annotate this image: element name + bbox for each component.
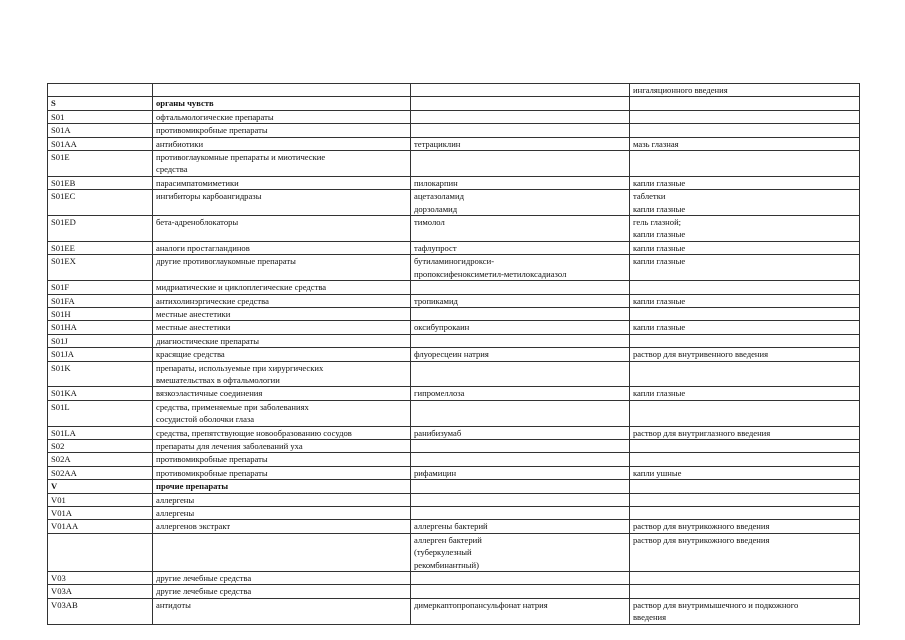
cell-drug	[411, 124, 630, 137]
cell-code: S01A	[48, 124, 153, 137]
table-row	[48, 216, 860, 242]
cell-group: препараты, используемые при хирургических вмешательствах в офтальмологии	[153, 361, 411, 387]
cell-drug: пилокарпин	[411, 176, 630, 189]
cell-drug: тафлупрост	[411, 241, 630, 254]
cell-drug: флуоресцеин натрия	[411, 348, 630, 361]
cell-code: S01E	[48, 151, 153, 177]
cell-form: капли глазные	[630, 294, 860, 307]
cell-group: мидриатические и циклоплегические средства	[153, 281, 411, 294]
cell-drug: гипромеллоза	[411, 387, 630, 400]
cell-form	[630, 572, 860, 585]
cell-code: S01ED	[48, 216, 153, 242]
drug-classification-table	[47, 83, 860, 625]
table-row	[48, 361, 860, 387]
cell-group: парасимпатомиметики	[153, 176, 411, 189]
cell-code: V03AB	[48, 598, 153, 624]
table-row	[48, 453, 860, 466]
table-row	[48, 124, 860, 137]
cell-group: другие противоглаукомные препараты	[153, 255, 411, 281]
cell-form	[630, 400, 860, 426]
table-row	[48, 520, 860, 533]
cell-code: V03	[48, 572, 153, 585]
cell-drug: аллергены бактерий	[411, 520, 630, 533]
cell-code: S01EB	[48, 176, 153, 189]
cell-group: противомикробные препараты	[153, 124, 411, 137]
table-row	[48, 348, 860, 361]
cell-drug	[411, 572, 630, 585]
cell-code: S01F	[48, 281, 153, 294]
cell-drug	[411, 480, 630, 493]
cell-code: S02AA	[48, 466, 153, 479]
cell-group: другие лечебные средства	[153, 572, 411, 585]
table-row	[48, 307, 860, 320]
cell-code: S01JA	[48, 348, 153, 361]
cell-drug: ацетазоламид дорзоламид	[411, 190, 630, 216]
cell-group: прочие препараты	[153, 480, 411, 493]
cell-drug	[411, 97, 630, 110]
cell-drug	[411, 493, 630, 506]
cell-code: S01EE	[48, 241, 153, 254]
cell-form	[630, 334, 860, 347]
cell-code: S01J	[48, 334, 153, 347]
cell-drug	[411, 453, 630, 466]
table-row	[48, 426, 860, 439]
cell-code: S01EC	[48, 190, 153, 216]
cell-group: противомикробные препараты	[153, 466, 411, 479]
table-row	[48, 507, 860, 520]
cell-form: ингаляционного введения	[630, 84, 860, 97]
cell-group: аналоги простагландинов	[153, 241, 411, 254]
cell-code: S01	[48, 110, 153, 123]
table-row	[48, 255, 860, 281]
cell-group: диагностические препараты	[153, 334, 411, 347]
cell-drug	[411, 400, 630, 426]
table-row	[48, 294, 860, 307]
cell-group: красящие средства	[153, 348, 411, 361]
cell-form: мазь глазная	[630, 137, 860, 150]
table-row	[48, 400, 860, 426]
cell-drug	[411, 151, 630, 177]
table-row	[48, 466, 860, 479]
cell-group	[153, 84, 411, 97]
cell-group: местные анестетики	[153, 307, 411, 320]
cell-group	[153, 533, 411, 571]
cell-code: V01A	[48, 507, 153, 520]
table-row	[48, 97, 860, 110]
cell-group: противомикробные препараты	[153, 453, 411, 466]
table-row	[48, 334, 860, 347]
cell-drug: тетрациклин	[411, 137, 630, 150]
cell-group: антихолинэргические средства	[153, 294, 411, 307]
cell-group: другие лечебные средства	[153, 585, 411, 598]
cell-form	[630, 507, 860, 520]
cell-code: V	[48, 480, 153, 493]
cell-form: капли глазные	[630, 387, 860, 400]
cell-group: вязкоэластичные соединения	[153, 387, 411, 400]
cell-code	[48, 84, 153, 97]
cell-code: S01HA	[48, 321, 153, 334]
cell-drug	[411, 307, 630, 320]
cell-drug	[411, 84, 630, 97]
table-row	[48, 176, 860, 189]
cell-form: раствор для внутримышечного и подкожного введения	[630, 598, 860, 624]
table-body	[48, 84, 860, 625]
cell-code: S01K	[48, 361, 153, 387]
cell-code: V03A	[48, 585, 153, 598]
cell-drug	[411, 585, 630, 598]
cell-code: S01EX	[48, 255, 153, 281]
cell-code: S01FA	[48, 294, 153, 307]
table-row	[48, 190, 860, 216]
cell-form	[630, 453, 860, 466]
cell-drug: бутиламиногидрокси- пропоксифеноксиметил-метилоксадиазол	[411, 255, 630, 281]
cell-form: капли глазные	[630, 321, 860, 334]
cell-code: S01KA	[48, 387, 153, 400]
table-row	[48, 151, 860, 177]
table-row	[48, 110, 860, 123]
cell-form	[630, 110, 860, 123]
table-row	[48, 598, 860, 624]
cell-code: V01AA	[48, 520, 153, 533]
cell-group: препараты для лечения заболеваний уха	[153, 439, 411, 452]
cell-group: органы чувств	[153, 97, 411, 110]
cell-code: S02	[48, 439, 153, 452]
cell-drug	[411, 361, 630, 387]
cell-form: капли ушные	[630, 466, 860, 479]
cell-form	[630, 124, 860, 137]
cell-form: таблетки капли глазные	[630, 190, 860, 216]
table-row	[48, 480, 860, 493]
cell-form	[630, 307, 860, 320]
cell-code: S01L	[48, 400, 153, 426]
cell-form	[630, 493, 860, 506]
cell-group: аллергены	[153, 493, 411, 506]
cell-form: капли глазные	[630, 241, 860, 254]
cell-drug: аллерген бактерий (туберкулезный рекомбинантный)	[411, 533, 630, 571]
cell-code: S01AA	[48, 137, 153, 150]
cell-drug: димеркаптопропансульфонат натрия	[411, 598, 630, 624]
cell-drug	[411, 110, 630, 123]
cell-group: средства, применяемые при заболеваниях сосудистой оболочки глаза	[153, 400, 411, 426]
cell-form: раствор для внутривенного введения	[630, 348, 860, 361]
cell-form: капли глазные	[630, 176, 860, 189]
cell-form	[630, 585, 860, 598]
cell-form: капли глазные	[630, 255, 860, 281]
table-row	[48, 321, 860, 334]
cell-group: офтальмологические препараты	[153, 110, 411, 123]
table-row	[48, 84, 860, 97]
cell-code: S01LA	[48, 426, 153, 439]
cell-form: раствор для внутрикожного введения	[630, 533, 860, 571]
cell-code: S01H	[48, 307, 153, 320]
table-row	[48, 439, 860, 452]
cell-drug: тимолол	[411, 216, 630, 242]
cell-form: раствор для внутриглазного введения	[630, 426, 860, 439]
cell-form	[630, 97, 860, 110]
cell-drug	[411, 507, 630, 520]
cell-code: S02A	[48, 453, 153, 466]
cell-form: раствор для внутрикожного введения	[630, 520, 860, 533]
cell-form	[630, 151, 860, 177]
cell-code	[48, 533, 153, 571]
table-row	[48, 585, 860, 598]
cell-drug	[411, 334, 630, 347]
table-row	[48, 493, 860, 506]
cell-code: S	[48, 97, 153, 110]
cell-group: аллергены	[153, 507, 411, 520]
cell-code: V01	[48, 493, 153, 506]
cell-drug	[411, 281, 630, 294]
cell-form	[630, 281, 860, 294]
cell-group: местные анестетики	[153, 321, 411, 334]
cell-group: антибиотики	[153, 137, 411, 150]
cell-form: гель глазной; капли глазные	[630, 216, 860, 242]
table-row	[48, 241, 860, 254]
cell-drug: оксибупрокаин	[411, 321, 630, 334]
cell-form	[630, 480, 860, 493]
cell-form	[630, 361, 860, 387]
cell-group: противоглаукомные препараты и миотические средства	[153, 151, 411, 177]
table-row	[48, 137, 860, 150]
cell-drug: ранибизумаб	[411, 426, 630, 439]
table-row	[48, 533, 860, 571]
cell-drug: тропикамид	[411, 294, 630, 307]
cell-drug: рифамицин	[411, 466, 630, 479]
cell-group: антидоты	[153, 598, 411, 624]
cell-group: аллергенов экстракт	[153, 520, 411, 533]
cell-form	[630, 439, 860, 452]
cell-group: ингибиторы карбоангидразы	[153, 190, 411, 216]
cell-drug	[411, 439, 630, 452]
table-row	[48, 572, 860, 585]
table-row	[48, 387, 860, 400]
cell-group: средства, препятствующие новообразованию сосудов	[153, 426, 411, 439]
table-row	[48, 281, 860, 294]
cell-group: бета-адреноблокаторы	[153, 216, 411, 242]
